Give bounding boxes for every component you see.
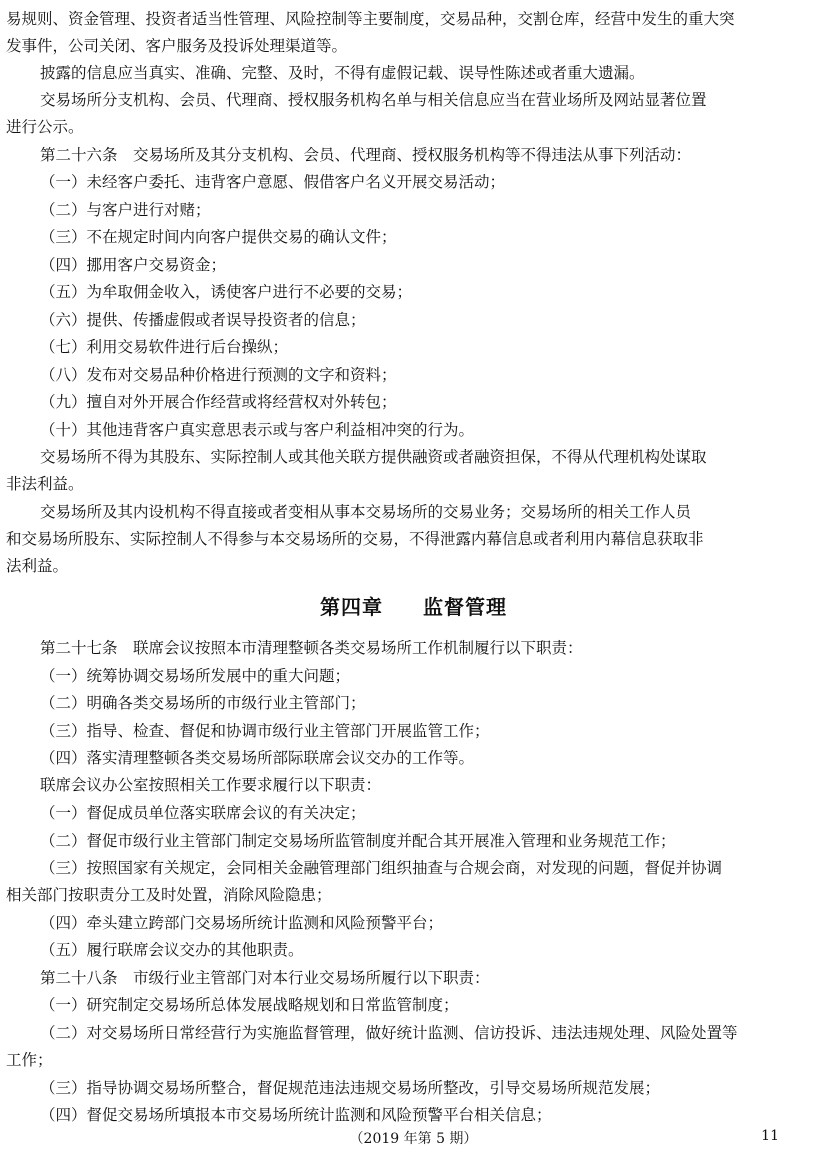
para-insider: 交易场所及其内设机构不得直接或者变相从事本交易场所的交易业务；交易场所的相关工作人员 <box>40 503 692 521</box>
list-item: （一）研究制定交易场所总体发展战略规划和日常监管制度； <box>40 996 459 1014</box>
page-number: 11 <box>761 1128 779 1144</box>
list-item: （十）其他违背客户真实意思表示或与客户利益相冲突的行为。 <box>40 421 475 439</box>
list-item-continuation: 工作； <box>6 1051 53 1069</box>
list-item: （六）提供、传播虚假或者误导投资者的信息； <box>40 311 366 329</box>
list-item: （二）明确各类交易场所的市级行业主管部门； <box>40 694 366 712</box>
list-item: （二）督促市级行业主管部门制定交易场所监管制度并配合其开展准入管理和业务规范工作； <box>40 832 676 850</box>
issue-label: （2019 年第 5 期） <box>349 1131 478 1147</box>
list-item: （一）督促成员单位落实联席会议的有关决定； <box>40 804 366 822</box>
list-item: （四）牵头建立跨部门交易场所统计监测和风险预警平台； <box>40 914 444 932</box>
list-item: （二）与客户进行对赌； <box>40 201 211 219</box>
article-26-heading: 第二十六条 交易场所及其分支机构、会员、代理商、授权服务机构等不得违法从事下列活动： <box>40 146 692 164</box>
article-28-heading: 第二十八条 市级行业主管部门对本行业交易场所履行以下职责： <box>40 969 490 987</box>
para-continuation-end: 发事件，公司关闭、客户服务及投诉处理渠道等。 <box>6 37 348 55</box>
para-insider-end: 法利益。 <box>6 557 69 575</box>
chapter-number: 第四章 <box>320 595 383 619</box>
para-disclosure: 披露的信息应当真实、准确、完整、及时，不得有虚假记载、误导性陈述或者重大遗漏。 <box>40 64 645 82</box>
list-item: （五）履行联席会议交办的其他职责。 <box>40 941 304 959</box>
list-item: （九）擅自对外开展合作经营或将经营权对外转包； <box>40 393 397 411</box>
list-item: （五）为牟取佣金收入，诱使客户进行不必要的交易； <box>40 283 413 301</box>
list-item: （一）未经客户委托、违背客户意愿、假借客户名义开展交易活动； <box>40 173 506 191</box>
list-item: （四）落实清理整顿各类交易场所部际联席会议交办的工作等。 <box>40 749 475 767</box>
list-item: （八）发布对交易品种价格进行预测的文字和资料； <box>40 366 397 384</box>
para-insider-cont: 和交易场所股东、实际控制人不得参与本交易场所的交易，不得泄露内幕信息或者利用内幕信息获取非 <box>6 530 704 548</box>
chapter-name: 监督管理 <box>423 595 507 619</box>
list-item: （七）利用交易软件进行后台操纵； <box>40 338 289 356</box>
list-item: （三）按照国家有关规定，会同相关金融管理部门组织抽查与合规会商，对发现的问题，督促并协调 <box>40 859 723 877</box>
list-item: （四）督促交易场所填报本市交易场所统计监测和风险预警平台相关信息； <box>40 1106 552 1124</box>
chapter-title <box>0 592 827 622</box>
list-item: （二）对交易场所日常经营行为实施监督管理，做好统计监测、信访投诉、违法违规处理、风险处置等 <box>40 1024 738 1042</box>
office-duties-heading: 联席会议办公室按照相关工作要求履行以下职责： <box>40 776 382 794</box>
list-item: （三）不在规定时间内向客户提供交易的确认文件； <box>40 228 397 246</box>
article-27-heading: 第二十七条 联席会议按照本市清理整顿各类交易场所工作机制履行以下职责： <box>40 639 583 657</box>
para-financing-end: 非法利益。 <box>6 475 84 493</box>
para-publicity: 交易场所分支机构、会员、代理商、授权服务机构名单与相关信息应当在营业场所及网站显著位置 <box>40 91 707 109</box>
list-item: （三）指导、检查、督促和协调市级行业主管部门开展监管工作； <box>40 722 490 740</box>
list-item-continuation: 相关部门按职责分工及时处置，消除风险隐患； <box>6 886 332 904</box>
list-item: （三）指导协调交易场所整合，督促规范违法违规交易场所整改，引导交易场所规范发展； <box>40 1079 661 1097</box>
para-continuation: 易规则、资金管理、投资者适当性管理、风险控制等主要制度，交易品种，交割仓库，经营中发生的重大突 <box>6 10 735 28</box>
list-item: （一）统筹协调交易场所发展中的重大问题； <box>40 667 351 685</box>
para-publicity-end: 进行公示。 <box>6 118 84 136</box>
list-item: （四）挪用客户交易资金； <box>40 256 227 274</box>
para-financing: 交易场所不得为其股东、实际控制人或其他关联方提供融资或者融资担保，不得从代理机构处谋取 <box>40 448 707 466</box>
